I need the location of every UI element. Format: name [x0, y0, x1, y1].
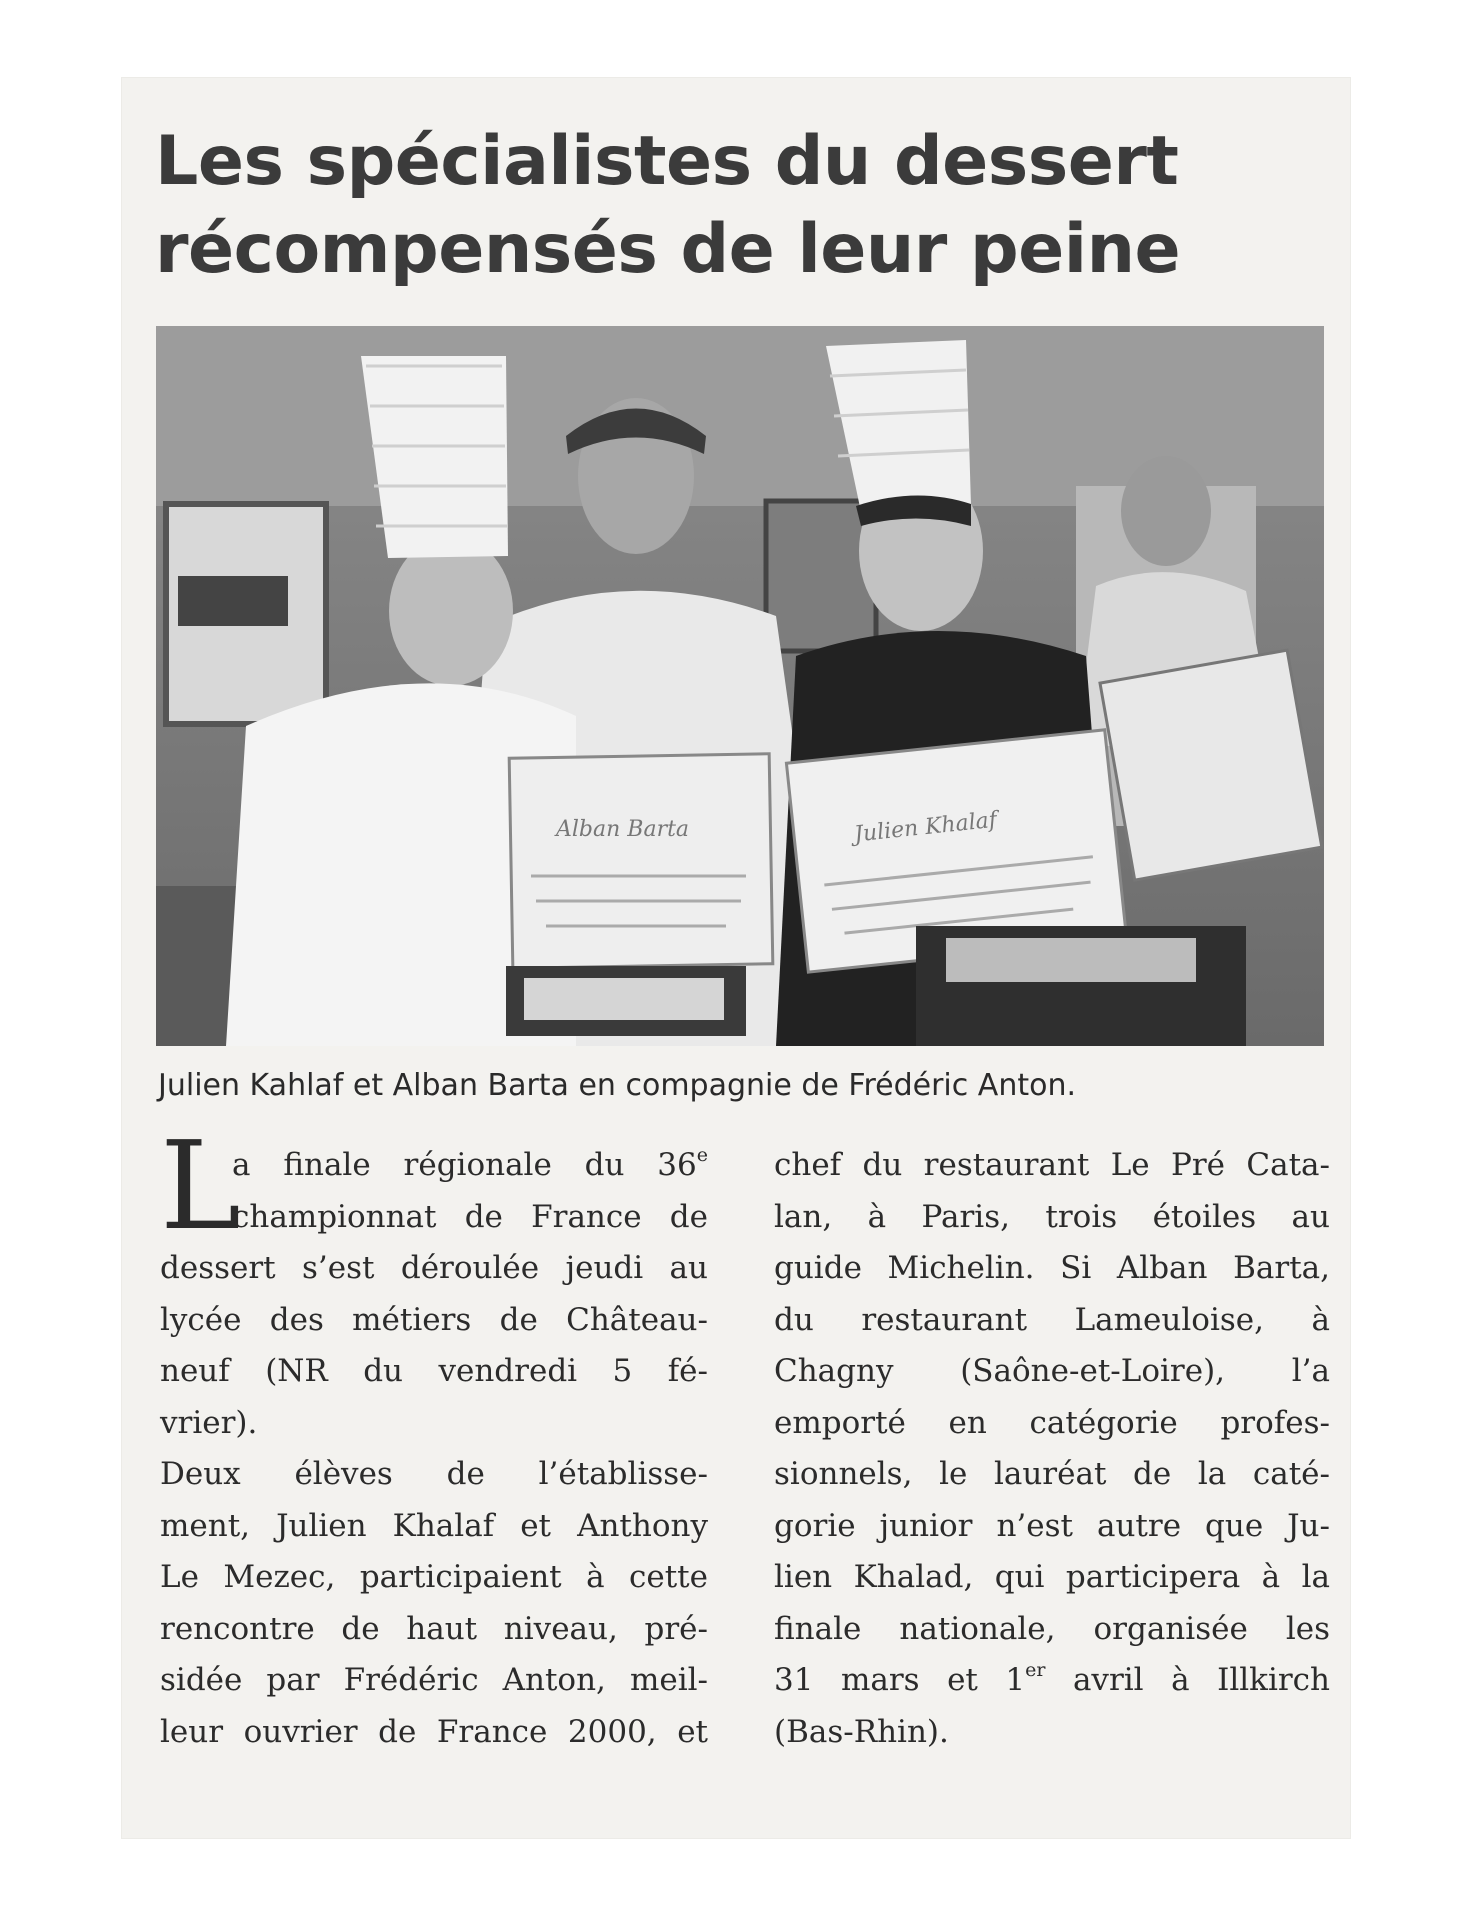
article-column-1 [160, 1140, 708, 1758]
article-column-2 [774, 1140, 1330, 1758]
text-line: a finale régionale du 36e [232, 1144, 708, 1183]
text-line: dessert s’est déroulée jeudi au [160, 1250, 708, 1286]
text-line: guide Michelin. Si Alban Barta, [774, 1250, 1330, 1286]
text-line: leur ouvrier de France 2000, et [160, 1713, 708, 1750]
text-line: championnat de France de [232, 1198, 708, 1235]
text-line: lycée des métiers de Château- [160, 1301, 708, 1338]
photo-caption: Julien Kahlaf et Alban Barta en compagnie de Frédéric Anton. [158, 1068, 1077, 1103]
text-line: neuf (NR du vendredi 5 fé- [160, 1353, 708, 1389]
text-line: gorie junior n’est autre que Ju- [774, 1507, 1330, 1544]
text-line: emporté en catégorie profes- [774, 1404, 1330, 1441]
headline-line-2: récompensés de leur peine [155, 210, 1181, 289]
text-line: sionnels, le lauréat de la caté- [774, 1456, 1330, 1492]
text-line: (Bas-Rhin). [774, 1713, 949, 1750]
text-line: lan, à Paris, trois étoiles au [774, 1198, 1330, 1235]
text-line: vrier). [160, 1404, 258, 1441]
text-line: ment, Julien Khalaf et Anthony [160, 1507, 708, 1544]
headline-line-1: Les spécialistes du dessert [155, 122, 1179, 201]
text-line: Deux élèves de l’établisse- [160, 1456, 708, 1492]
text-line: chef du restaurant Le Pré Cata- [774, 1147, 1330, 1183]
text-line: sidée par Frédéric Anton, meil- [160, 1662, 708, 1698]
headline [155, 118, 1305, 294]
certificate-name-right: Julien Khalaf [852, 807, 999, 848]
text-line: finale nationale, organisée les [774, 1610, 1330, 1647]
text-line: lien Khalad, qui participera à la [774, 1559, 1330, 1595]
text-line: rencontre de haut niveau, pré- [160, 1610, 708, 1647]
text-line: Le Mezec, participaient à cette [160, 1559, 708, 1595]
text-line: Chagny (Saône-et-Loire), l’a [774, 1353, 1330, 1389]
text-line: du restaurant Lameuloise, à [774, 1301, 1330, 1338]
certificate-name-left: Alban Barta [556, 817, 690, 842]
text-line: 31 mars et 1er avril à Illkirch [774, 1659, 1331, 1698]
chefs-award-photo [156, 326, 1324, 1046]
drop-cap: L [160, 1115, 242, 1257]
